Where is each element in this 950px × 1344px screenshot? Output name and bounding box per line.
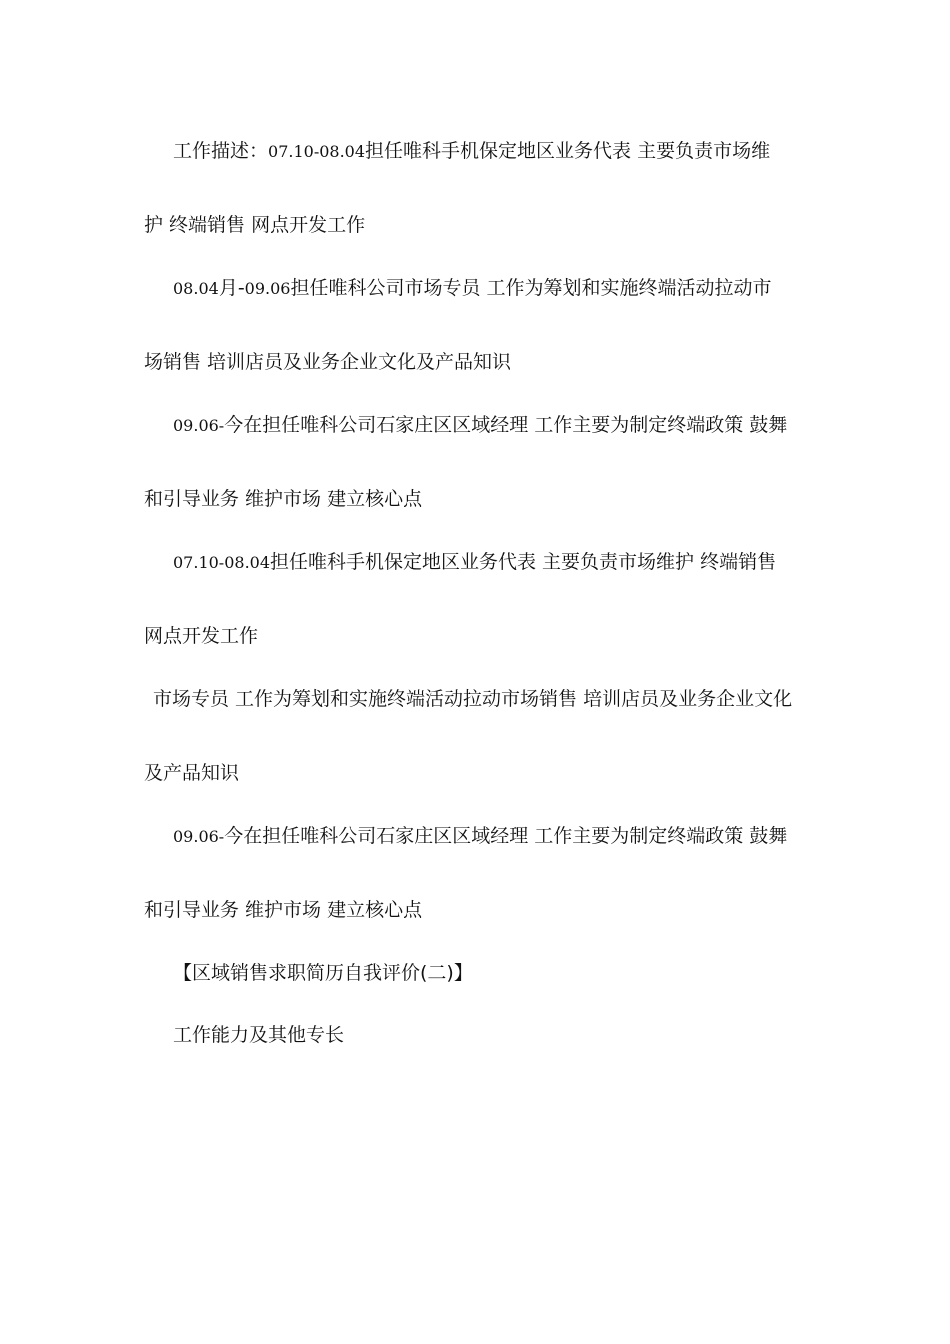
- paragraph-line: [173, 139, 770, 164]
- line-text: 和引导业务 维护市场 建立核心点: [144, 488, 423, 510]
- line-text: 护 终端销售 网点开发工作: [144, 214, 366, 236]
- paragraph-line: [144, 350, 511, 374]
- line-text: 担任唯科手机保定地区业务代表 主要负责市场维: [365, 140, 771, 162]
- heading-text: 【区域销售求职简历自我评价(二)】: [173, 962, 473, 984]
- date-range: 07.10-08.04: [173, 553, 271, 572]
- line-text: 和引导业务 维护市场 建立核心点: [144, 899, 423, 921]
- subheading: [173, 1023, 344, 1047]
- paragraph-line: [144, 213, 365, 237]
- line-text: 今在担任唯科公司石家庄区区域经理 工作主要为制定终端政策 鼓舞: [224, 825, 788, 847]
- line-text-rest: 担任唯科公司市场专员 工作为筹划和实施终端活动拉动市: [290, 277, 772, 299]
- subheading-text: 工作能力及其他专长: [173, 1024, 345, 1046]
- paragraph-line: [144, 761, 239, 785]
- line-text: 今在担任唯科公司石家庄区区域经理 工作主要为制定终端政策 鼓舞: [224, 414, 788, 436]
- paragraph-line: [173, 550, 776, 575]
- line-prefix: 工作描述：: [173, 140, 269, 162]
- paragraph-line: [173, 824, 787, 849]
- line-text: 月-: [218, 277, 245, 299]
- date-range: 09.06-: [173, 827, 225, 846]
- line-text: 市场专员 工作为筹划和实施终端活动拉动市场销售 培训店员及业务企业文化: [153, 688, 793, 710]
- paragraph-line: [173, 276, 772, 301]
- section-heading: [173, 961, 473, 985]
- paragraph-line: [144, 898, 422, 922]
- paragraph-line: [144, 624, 258, 648]
- line-text: 网点开发工作: [144, 625, 259, 647]
- date-range: 07.10-08.04: [268, 142, 366, 161]
- line-text: 场销售 培训店员及业务企业文化及产品知识: [144, 351, 512, 373]
- line-text: 担任唯科手机保定地区业务代表 主要负责市场维护 终端销售: [270, 551, 777, 573]
- date-start: 08.04: [173, 279, 219, 298]
- paragraph-line: [153, 687, 792, 711]
- paragraph-line: [144, 487, 422, 511]
- line-text: 及产品知识: [144, 762, 240, 784]
- date-end: 09.06: [244, 279, 291, 298]
- date-range: 09.06-: [173, 416, 225, 435]
- paragraph-line: [173, 413, 787, 438]
